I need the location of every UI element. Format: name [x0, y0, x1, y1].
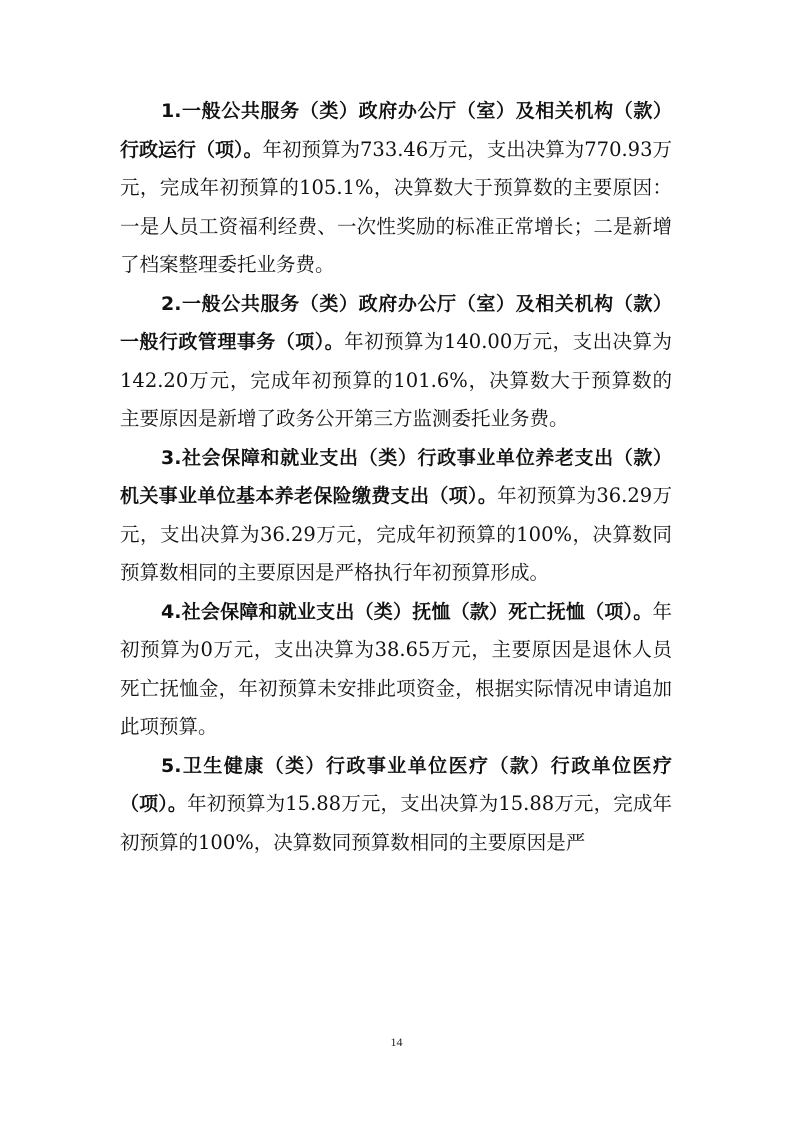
paragraph-item-3: [120, 439, 672, 593]
item-2-heading: 2.一般公共服务（类）政府办公厅（室）及相关机构（款）一般行政管理事务（项）。: [120, 292, 672, 353]
paragraph-item-1: [120, 92, 672, 285]
paragraph-item-2: [120, 285, 672, 439]
document-body: [120, 92, 672, 862]
item-3-body: 年初预算为36.29万元，支出决算为36.29万元，完成年初预算的100%，决算数同预算数相同的主要原因是严格执行年初预算形成。: [120, 484, 672, 584]
item-1-heading: 1.一般公共服务（类）政府办公厅（室）及相关机构（款）行政运行（项）。: [120, 100, 672, 161]
paragraph-item-4: [120, 593, 672, 747]
item-3-heading: 3.社会保障和就业支出（类）行政事业单位养老支出（款）机关事业单位基本养老保险缴费支出（项）。: [120, 446, 672, 507]
page-number: 14: [390, 1035, 403, 1049]
item-1-body: 年初预算为733.46万元，支出决算为770.93万元，完成年初预算的105.1%，决算数大于预算数的主要原因：一是人员工资福利经费、一次性奖励的标准正常增长；二是新增了档案整理委托业务费。: [120, 137, 672, 276]
paragraph-item-5: [120, 747, 672, 863]
item-5-heading: 5.卫生健康（类）行政事业单位医疗（款）行政单位医疗（项）。: [120, 754, 672, 815]
item-4-heading: 4.社会保障和就业支出（类）抚恤（款）死亡抚恤（项）。: [161, 600, 653, 623]
item-2-body: 年初预算为140.00万元，支出决算为142.20万元，完成年初预算的101.6%，决算数大于预算数的主要原因是新增了政务公开第三方监测委托业务费。: [120, 330, 672, 430]
item-4-body: 年初预算为0万元，支出决算为38.65万元，主要原因是退休人员死亡抚恤金，年初预算未安排此项资金，根据实际情况申请追加此项预算。: [120, 599, 672, 738]
item-5-body: 年初预算为15.88万元，支出决算为15.88万元，完成年初预算的100%，决算数同预算数相同的主要原因是严: [120, 792, 672, 854]
